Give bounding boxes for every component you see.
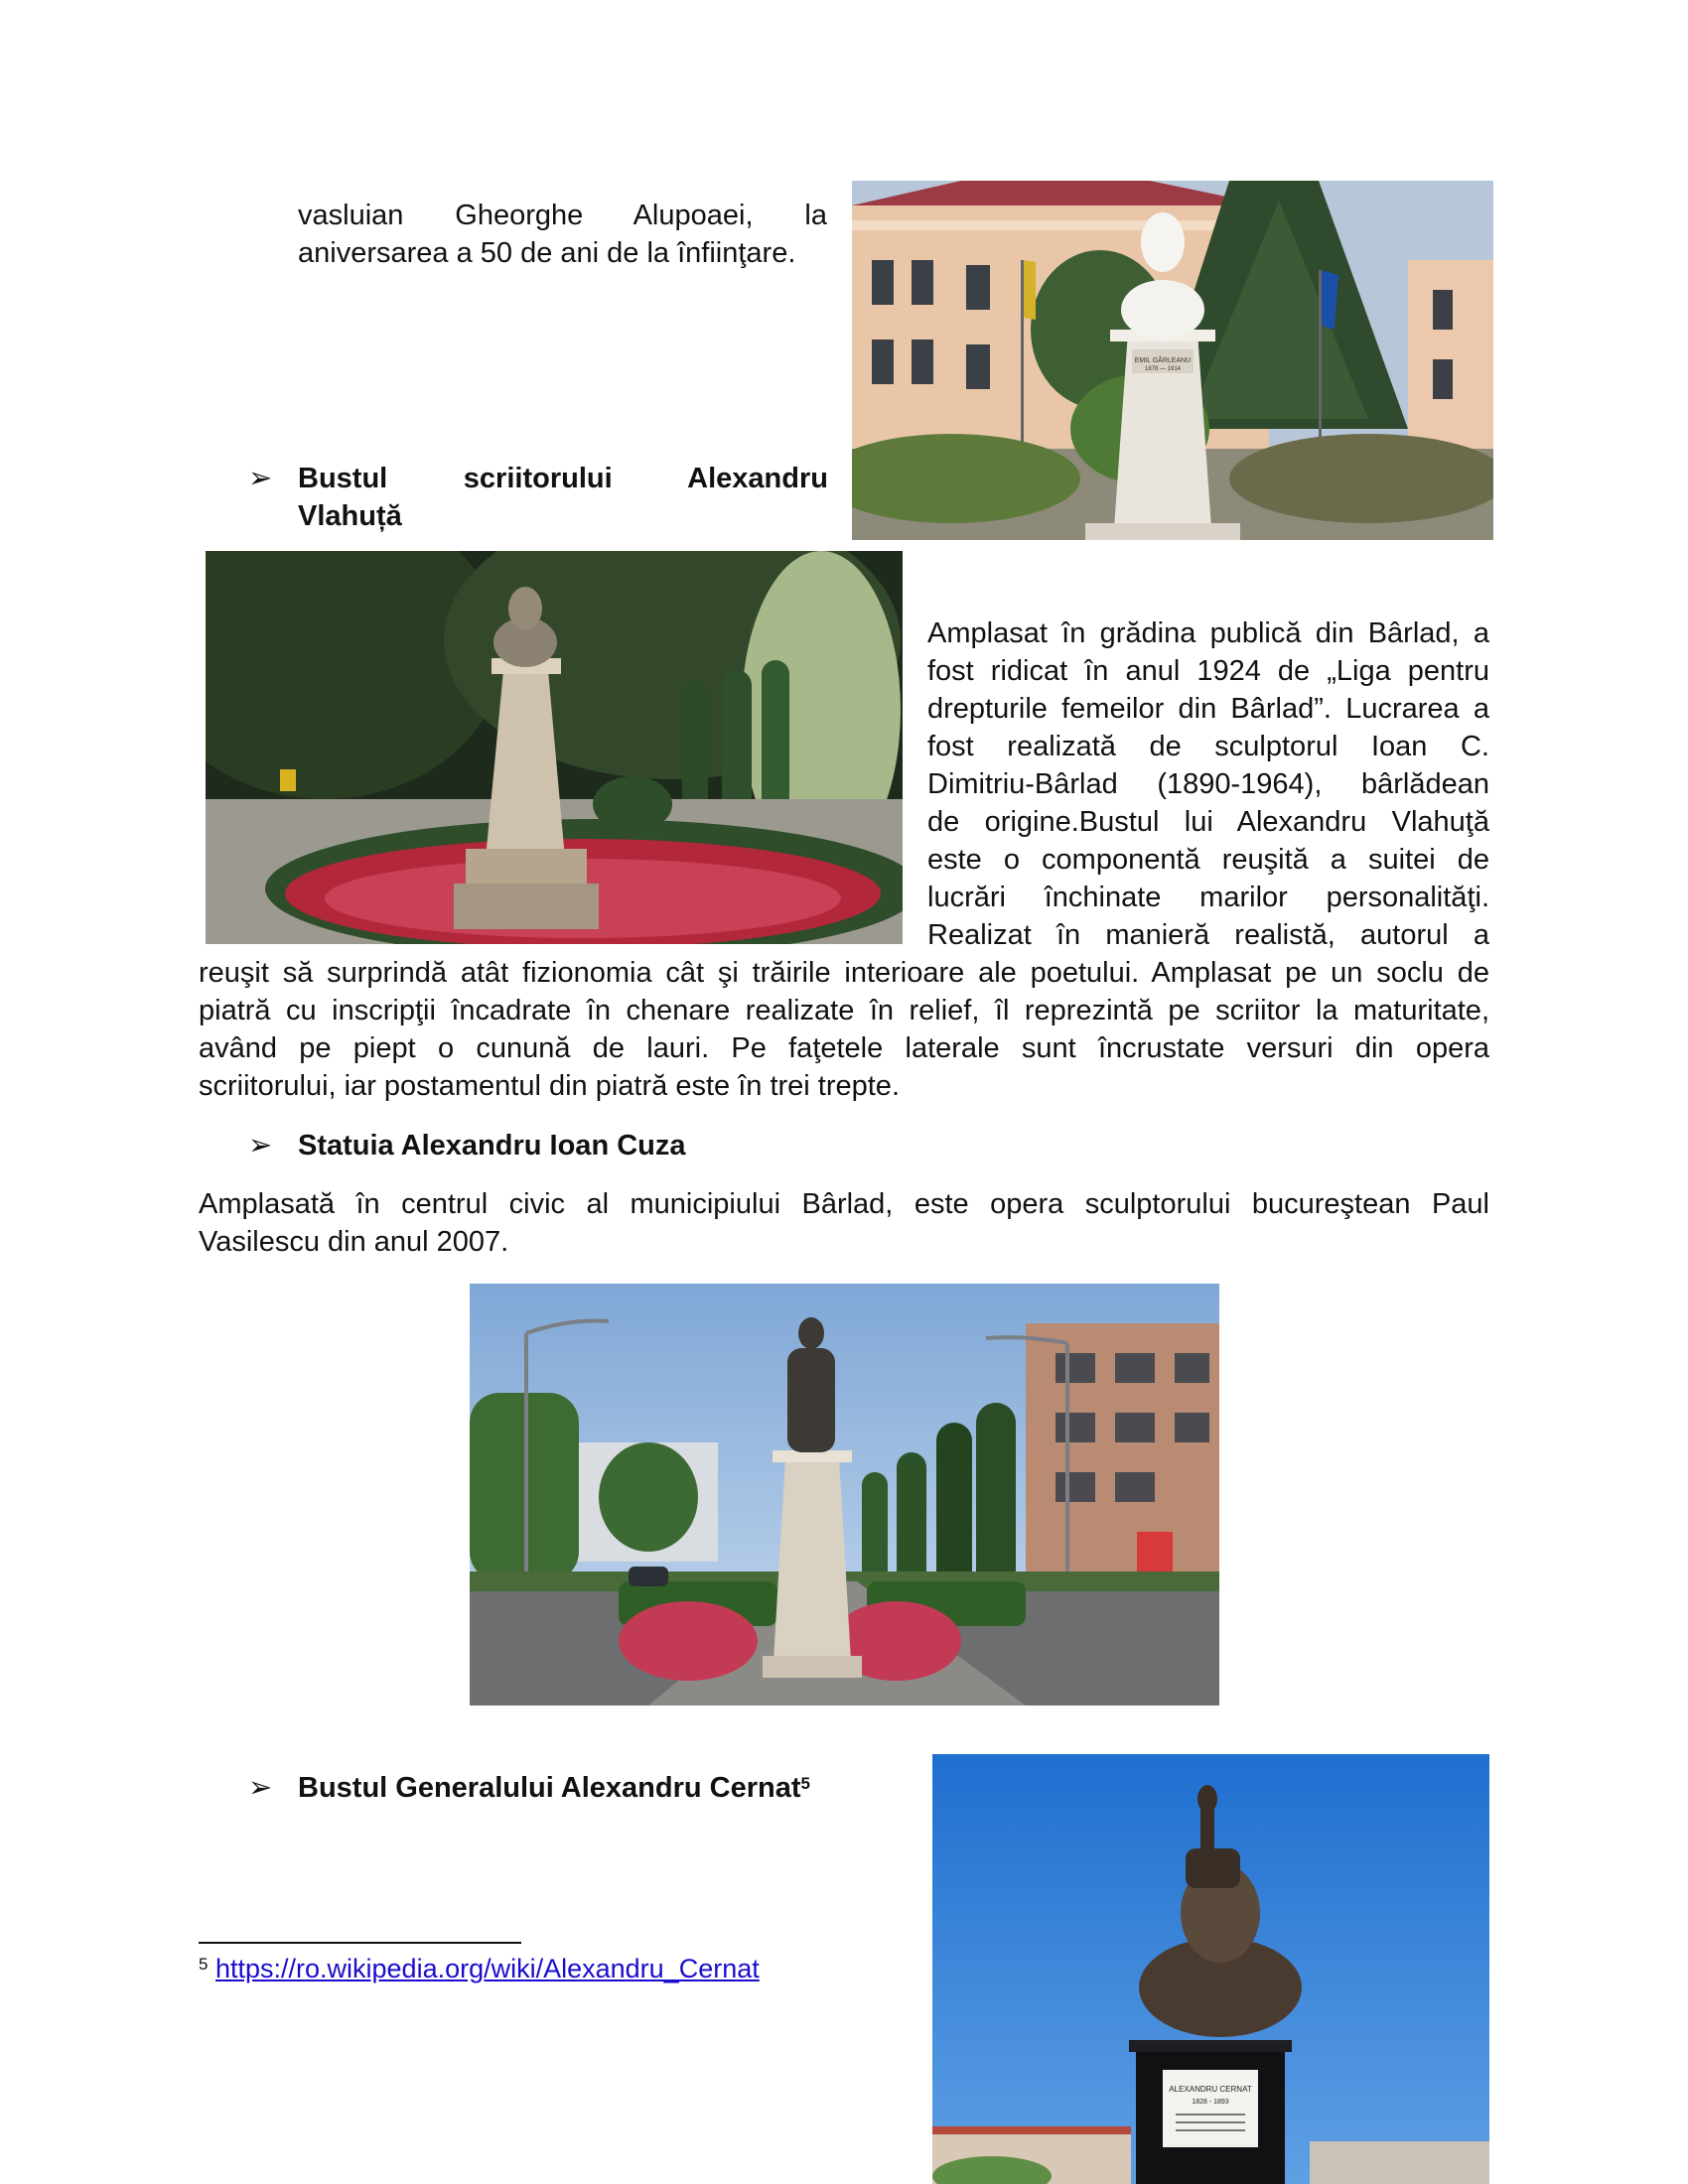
photo-bust-cernat xyxy=(932,1754,1489,2184)
heading-cuza xyxy=(248,1127,943,1164)
vlahuta-side-line-8: lucrări închinate marilor personalităţi. xyxy=(927,882,1489,913)
heading-cuza-text: Statuia Alexandru Ioan Cuza xyxy=(298,1130,686,1161)
vlahuta-full-line-3: având pe piept o cunună de lauri. Pe faţetele laterale sunt încrustate versuri din opera xyxy=(199,1032,1489,1064)
cuza-line-2: Vasilescu din anul 2007. xyxy=(199,1226,509,1258)
heading-cernat-text: Bustul Generalului Alexandru Cernat xyxy=(298,1772,801,1804)
vlahuta-side-line-6: de origine.Bustul lui Alexandru Vlahuţă xyxy=(927,806,1489,838)
intro-line-1: vasluian Gheorghe Alupoaei, la xyxy=(298,200,827,231)
vlahuta-side-line-7: este o componentă reuşită a suitei de xyxy=(927,844,1489,876)
cernat-plaque-line-1: ALEXANDRU CERNAT xyxy=(1169,2085,1252,2094)
cernat-plaque-line-2: 1828 - 1893 xyxy=(1192,2099,1229,2106)
vlahuta-side-line-2: fost ridicat în anul 1924 de „Liga pentru xyxy=(927,655,1489,687)
cuza-paragraph xyxy=(199,1185,1489,1261)
vlahuta-side-line-9: Realizat în manieră realistă, autorul a xyxy=(927,919,1489,951)
heading-vlahuta xyxy=(248,460,828,535)
vlahuta-full-line-1: reuşit să surprindă atât fizionomia cât şi trăirile interioare ale poetului. Amplasat pe un soclu de xyxy=(199,957,1489,989)
vlahuta-full-line-4: scriitorului, iar postamentul din piatră este în trei trepte. xyxy=(199,1070,900,1102)
footnote-ref[interactable]: 5 xyxy=(800,1774,810,1793)
photo-bust-building xyxy=(852,181,1493,540)
vlahuta-full-text xyxy=(199,954,1489,1105)
intro-paragraph xyxy=(298,197,827,272)
footnote-separator xyxy=(199,1942,521,1944)
vlahuta-side-text xyxy=(927,614,1489,954)
heading-vlahuta-line-1: Bustul scriitorului Alexandru xyxy=(298,463,828,494)
cuza-line-1: Amplasată în centrul civic al municipiului Bârlad, este opera sculptorului bucureştean Paul xyxy=(199,1188,1489,1220)
vlahuta-side-line-4: fost realizată de sculptorul Ioan C. xyxy=(927,731,1489,762)
photo-statue-cuza xyxy=(470,1284,1219,1706)
footnote-link[interactable]: https://ro.wikipedia.org/wiki/Alexandru_Cernat xyxy=(214,1954,760,1983)
heading-vlahuta-line-2: Vlahuță xyxy=(298,500,402,532)
plaque-line-2: 1878 — 1914 xyxy=(1144,366,1182,372)
footnote xyxy=(199,1952,760,1985)
intro-line-2: aniversarea a 50 de ani de la înfiinţare. xyxy=(298,237,796,269)
footnote-number: 5 xyxy=(199,1955,209,1974)
arrow-bullet-icon: ➢ xyxy=(248,1130,273,1161)
vlahuta-side-line-5: Dimitriu-Bârlad (1890-1964), bârlădean xyxy=(927,768,1489,800)
vlahuta-side-line-1: Amplasat în grădina publică din Bârlad, a xyxy=(927,617,1489,649)
arrow-bullet-icon: ➢ xyxy=(248,463,273,494)
heading-cernat xyxy=(248,1769,884,1807)
arrow-bullet-icon: ➢ xyxy=(248,1772,273,1804)
vlahuta-side-line-3: drepturile femeilor din Bârlad”. Lucrarea a xyxy=(927,693,1489,725)
vlahuta-full-line-2: piatră cu inscripţii încadrate în chenare realizate în relief, îl reprezintă pe scriitor la maturitate, xyxy=(199,995,1489,1026)
plaque-line-1: EMIL GÂRLEANU xyxy=(1134,357,1192,364)
photo-bust-vlahuta xyxy=(206,551,903,944)
